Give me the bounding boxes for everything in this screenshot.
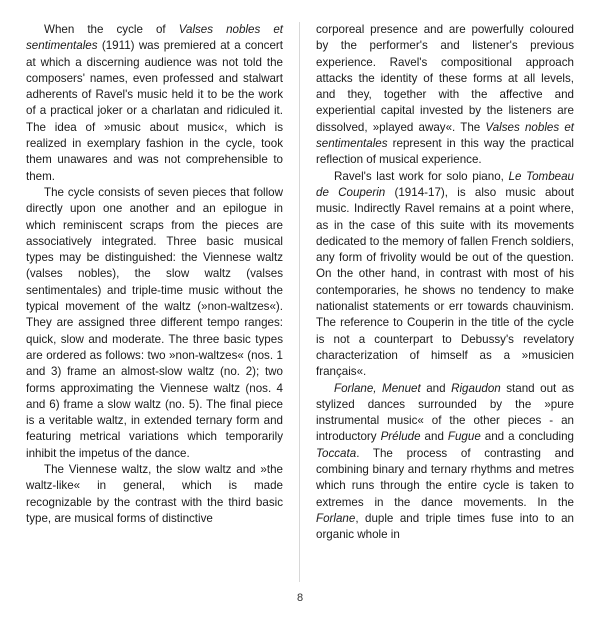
italic-title-run: Rigaudon [451, 381, 501, 395]
text-run: corporeal presence and are powerfully coloured by the performer's and listener's previous experience. Ravel's compositional approach attacks the identity of these forms at all levels, and they, together with the affective and experiential capital invested by the listeners are dissolved, »played away«. The [316, 23, 574, 134]
text-run: , duple and triple times fuse into to an organic whole in [316, 511, 574, 542]
text-run: and [420, 430, 448, 444]
text-run: . The process of contrasting and combining binary and ternary rhythms and metres which runs through the entire cycle is taken to extremes in the dance movements. In the [316, 446, 574, 509]
italic-title-run: Valses nobles et sentimentales [26, 23, 283, 53]
italic-title-run: Toccata [316, 446, 357, 460]
text-columns [26, 22, 574, 582]
text-run: Ravel's last work for solo piano, [334, 169, 509, 183]
text-run: and [420, 381, 452, 395]
text-run: The cycle consists of seven pieces that follow directly upon one another and an epilogue in which reminiscent scraps from the pieces are associatively integrated. Three basic musical types may be distinguished: the Viennese waltz (valses nobles), the slow waltz (valses sentimentales) and triple-time music without the typical movement of the waltz (»non-waltzes«). They are assigned three different tempo ranges: quick, slow and moderate. The three basic types are ordered as follows: two »non-waltzes« (nos. 1 and 3) frame an almost-slow waltz (no. 2); two forms approximating the Viennese waltz (nos. 4 and 6) frame a slow waltz (no. 5). The final piece is a veritable waltz, in extended ternary form and featuring metrical variations which temporarily inhibit the impetus of the dance. [26, 185, 283, 460]
text-run: stand out as stylized dances surrounded by the »pure instrumental music« of the other pieces - an introductory [316, 381, 574, 444]
text-run: The Viennese waltz, the slow waltz and »the waltz-like« in general, which is made recognizable by the contrast with the third basic type, are musical forms of distinctive [26, 463, 283, 525]
body-paragraph [316, 169, 574, 381]
right-text-column [300, 22, 574, 582]
italic-title-run: Prélude [380, 430, 421, 444]
text-run: When the cycle of [44, 23, 179, 36]
body-paragraph [26, 185, 283, 462]
italic-title-run: Le Tombeau de Couperin [316, 169, 575, 199]
text-run: (1914-17), is also music about music. Indirectly Ravel remains at a point where, as in the case of this suite with its movements dedicated to the memory of fallen French soldiers, any form of frivolity would be out of the question. On the other hand, in contrast with most of his contemporaries, he shows no tendency to make nationalist statements or err towards chauvinism. The reference to Couperin in the title of the cycle is not a counterpart to Debussy's revelatory characterization of himself as a »musicien français«. [316, 185, 574, 379]
page-number: 8 [296, 592, 304, 604]
body-paragraph [26, 22, 283, 185]
text-run: and a concluding [480, 430, 574, 444]
text-run: (1911) was premiered at a concert at which a discerning audience was not told the composers' names, even professed and stalwart adherents of Ravel's music held it to be the work of a practical joker or a charlatan and ridiculed it. The idea of »music about music«, which is realized in exemplary fashion in the cycle, took them unawares and was not comprehensible to them. [26, 39, 283, 183]
body-paragraph [316, 381, 574, 544]
italic-title-run: Forlane [316, 511, 356, 525]
italic-title-run: Forlane, Menuet [334, 381, 421, 395]
body-paragraph [26, 462, 283, 527]
right-column-body [316, 22, 574, 544]
left-column-body [26, 22, 283, 527]
left-text-column [26, 22, 300, 582]
italic-title-run: Fugue [447, 430, 481, 444]
italic-title-run: Valses nobles et sentimentales [316, 120, 574, 151]
text-run: represent in this way the practical reflection of musical experience. [316, 137, 574, 167]
body-paragraph [316, 22, 574, 169]
